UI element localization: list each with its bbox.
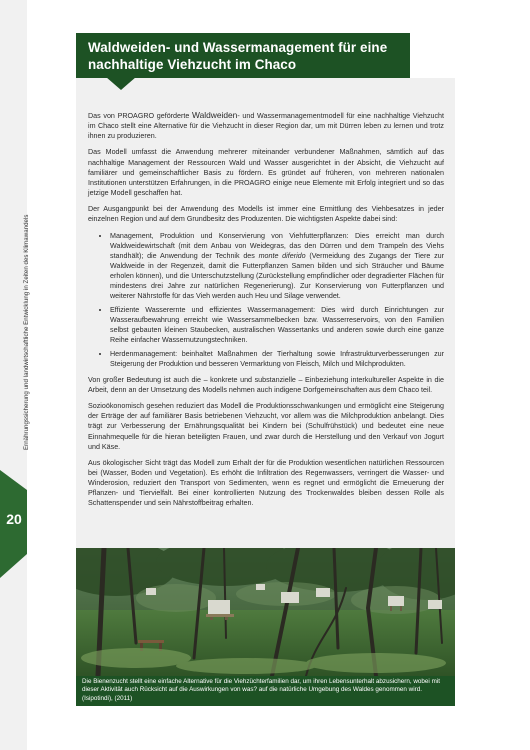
paragraph-ecological: Aus ökologischer Sicht trägt das Modell zum Erhalt der für die Produktion wesentlichen natürlichen Ressourcen bei (Wasser, Boden und Vegetation). Es erhöht die Infiltration des Regenwassers, verringert die Wasser- und Winderosion, reduziert den Transport von Sedimenten, wenn es regnet und ermöglicht die Erneuerung der Pflanzen- und Tiervielfalt. Bei einer kontrollierten Nutzung des Trockenwaldes bleiben dessen Rolle als Schattenspender und sein Nährstoffbeitrag erhalten.: [88, 458, 444, 508]
list-item-water: • Effiziente Wasserernte und effizientes Wassermanagement: Dies wird durch Einrichtungen zur Wasseraufbewahrung erreicht wie Wassersammelbecken bzw. Wasserreservoirs, von den Familien selbst gebauten kleinen Staubecken, australischen Wassertanks und anderen sowie durch eine ganze Reihe einfacher Wassernutzungstechniken.: [110, 305, 444, 345]
beekeeping-photo: [76, 548, 455, 676]
article-body: [88, 110, 444, 515]
aspects-list: [88, 231, 444, 369]
page-number: 20: [6, 511, 22, 527]
running-header-vertical: Ernährungssicherung und landwirtschaftliche Entwicklung in Zeiten des Klimawandels: [23, 214, 30, 450]
list-item-fodder: • Management, Produktion und Konservierung von Viehfutterpflanzen: Dies erreicht man durch Waldweidewirtschaft (mit dem Anbau von Weidegras, das den Dürren und dem Trampeln des Viehs standhält); die Anwendung der Technik des monte diferido (Vermeidung des Zugangs der Tiere zur Waldweide in der Regenzeit, damit die Futterpflanzen Samen bilden und sich Sträucher und Bäume erholen können), und die Unterschutzstellung (Zurückstellung empfindlicher oder degradierter Flächen für mindestens drei Jahre zur natürlichen Regenerierung). Zur Konservierung von Futterpflanzen und weiterer Nährstoffe für das Vieh werden auch Heu und Silage verwendet.: [110, 231, 444, 302]
title-notch-arrow: [106, 77, 136, 91]
paragraph-model: Das Modell umfasst die Anwendung mehrerer miteinander verbundener Maßnahmen, sämtlich auf das nachhaltige Management der Ressourcen Wald und Wasser ausgerichtet in der Absicht, die Viehzucht auf familiärer und gemeinschaftlicher Basis zu fördern. Es gründet auf früheren, von mehreren nationalen Institutionen unterstützen Erfahrungen, in die PROAGRO einige neue Elemente mit Erfolg integriert und so das jetzige Modell geschaffen hat.: [88, 148, 444, 197]
intro-paragraph: Das von PROAGRO geförderte Waldweiden- und Wassermanagementmodell für eine nachhaltige Viehzucht im Chaco stellt eine Alternative für die Viehzucht in dieser Region dar, um mit Dürren leben zu lernen und trotz ihnen zu produzieren.: [88, 110, 445, 141]
paragraph-socioeconomic: Sozioökonomisch gesehen reduziert das Modell die Produktionsschwankungen und ermöglicht eine Steigerung der Erträge der auf familiärer Basis betriebenen Viehzucht, vor allem was die Milchproduktion anbelangt. Dies trägt zur Verbesserung der Ernährungsqualität bei Kindern bei (Schulfrühstück) und bedeutet eine neue Einnahmequelle für die hieran beteiligten Frauen, und zwar durch die Herstellung und den Verkauf von Jogurt und Käse.: [88, 402, 444, 451]
paragraph-intercultural: Von großer Bedeutung ist auch die – konkrete und substanzielle – Einbeziehung interkultureller Aspekte in die Arbeit, denn an der Umsetzung des Modells nehmen auch indigene Dorfgemeinschaften aus dem Chaco teil.: [88, 375, 444, 394]
page-title: Waldweiden- und Wassermanagement für eine nachhaltige Viehzucht im Chaco: [88, 40, 388, 72]
list-item-herd: • Herdenmanagement: beinhaltet Maßnahmen der Tierhaltung sowie Infrastrukturverbesserungen zur Steigerung der Produktion und besseren Vermarktung von Fleisch, Milch und Milchprodukten.: [110, 349, 444, 369]
photo-caption: Die Bienenzucht stellt eine einfache Alternative für die Viehzüchterfamilien dar, um ihren Lebensunterhalt abzusichern, wobei mit dieser Aktivität auch Rücksicht auf die Auswirkungen von was? auf die natürliche Umgebung des Waldes genommen wird. (Isipotindi), (2011): [82, 678, 440, 702]
intro-highlight: Waldweiden: [192, 110, 238, 120]
paragraph-starting-point: Der Ausgangpunkt bei der Anwendung des Modells ist immer eine Ermittlung des Viehbesatzes in jeder einzelnen Region und auf dem Grundbesitz des Produzenten. Die wichtigsten Aspekte dabei sind:: [88, 205, 444, 224]
